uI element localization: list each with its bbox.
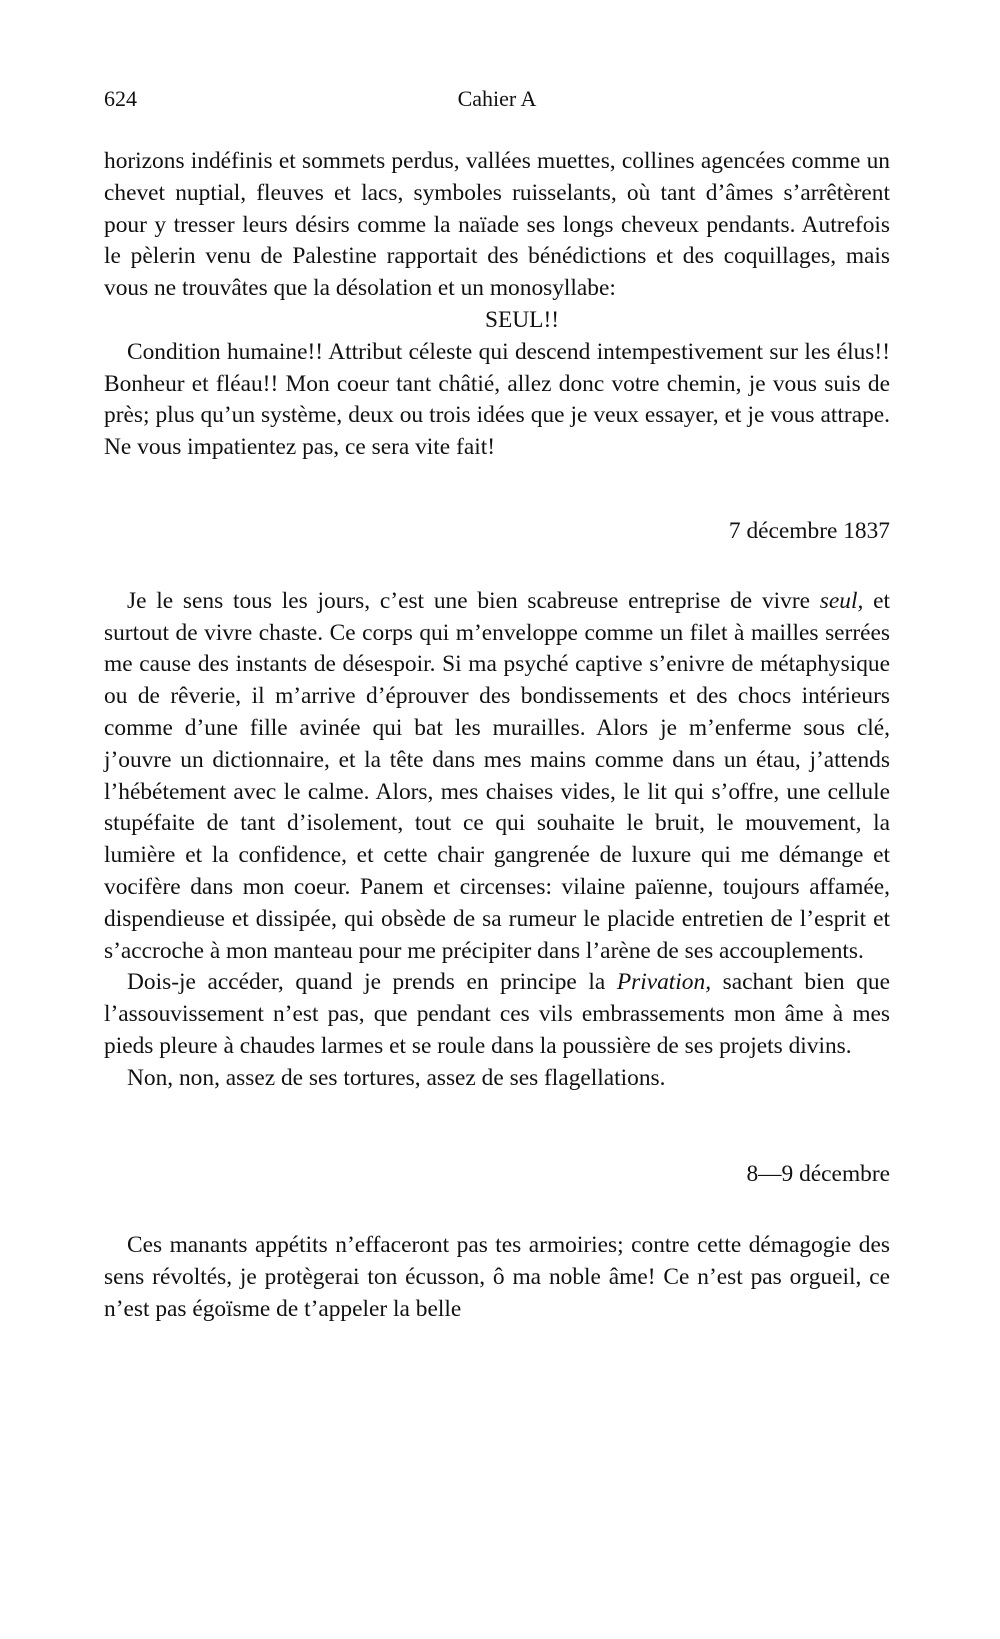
paragraph-text: sachant bien que l’assouvissement n’est pas, que pendant ces vils embrassements mon âme à mes pieds pleure à chaudes larmes et se roule dans la poussière de ses projets divins. bbox=[104, 969, 890, 1059]
date-heading: 7 décembre 1837 bbox=[728, 517, 890, 544]
paragraph: horizons indéfinis et sommets perdus, vallées muettes, collines agencées comme un chevet nuptial, fleuves et lacs, symboles ruisselants, où tant d’âmes s’arrêtèrent pour y tresser leurs désirs comme la naïade ses longs cheveux pendants. Autrefois le pèlerin venu de Palestine rapportait des bénédictions et des coquillages, mais vous ne trouvâtes que la désolation et un monosyllabe: bbox=[104, 148, 890, 302]
running-title: Cahier A bbox=[457, 86, 537, 111]
italic-word: seul, bbox=[819, 587, 864, 614]
paragraph bbox=[104, 967, 890, 1062]
page-body bbox=[104, 146, 890, 1326]
page-header bbox=[104, 86, 890, 116]
paragraph: Non, non, assez de ses tortures, assez de ses flagellations. bbox=[127, 1064, 666, 1091]
paragraph-text: Je le sens tous les jours, c’est une bien scabreuse entreprise de vivre bbox=[127, 587, 820, 614]
italic-word: Privation, bbox=[616, 969, 712, 996]
paragraph-text: Dois-je accéder, quand je prends en principe la bbox=[127, 969, 617, 996]
paragraph: Ces manants appétits n’effaceront pas tes armoiries; contre cette démagogie des sens révoltés, je protègerai ton écusson, ô ma noble âme! Ce n’est pas orgueil, ce n’est pas égoïsme de t’appeler la belle bbox=[104, 1232, 890, 1322]
paragraph bbox=[104, 586, 890, 968]
date-heading: 8—9 décembre bbox=[746, 1160, 890, 1187]
emphasis-line: SEUL!! bbox=[484, 306, 560, 333]
paragraph: Condition humaine!! Attribut céleste qui descend intempestivement sur les élus!! Bonheur et fléau!! Mon coeur tant châtié, allez donc votre chemin, je vous suis de près; plus qu’un système, deux ou trois idées que je veux essayer, et je vous attrape. Ne vous impatientez pas, ce sera vite fait! bbox=[104, 338, 890, 461]
page-number: 624 bbox=[104, 86, 137, 111]
paragraph-text: et surtout de vivre chaste. Ce corps qui m’enveloppe comme un filet à mailles serrées me cause des instants de désespoir. Si ma psyché captive s’enivre de métaphysique ou de rêverie, il m’arrive d’éprouver des bondissements et des chocs intérieurs comme d’une fille avinée qui bat les murailles. Alors je m’enferme sous clé, j’ouvre un dictionnaire, et la tête dans mes mains comme dans un étau, j’attends l’hébétement avec le calme. Alors, mes chaises vides, le lit qui s’offre, une cellule stupéfaite de tant d’isolement, tout ce qui souhaite le bruit, le mouvement, la lumière et la confidence, et cette chair gangrenée de luxure qui me démange et vocifère dans mon coeur. Panem et circenses: vilaine païenne, toujours affamée, dispendieuse et dissipée, qui obsède de sa rumeur le placide entretien de l’esprit et s’accroche à mon manteau pour me précipiter dans l’arène de ses accouplements. bbox=[104, 587, 890, 964]
